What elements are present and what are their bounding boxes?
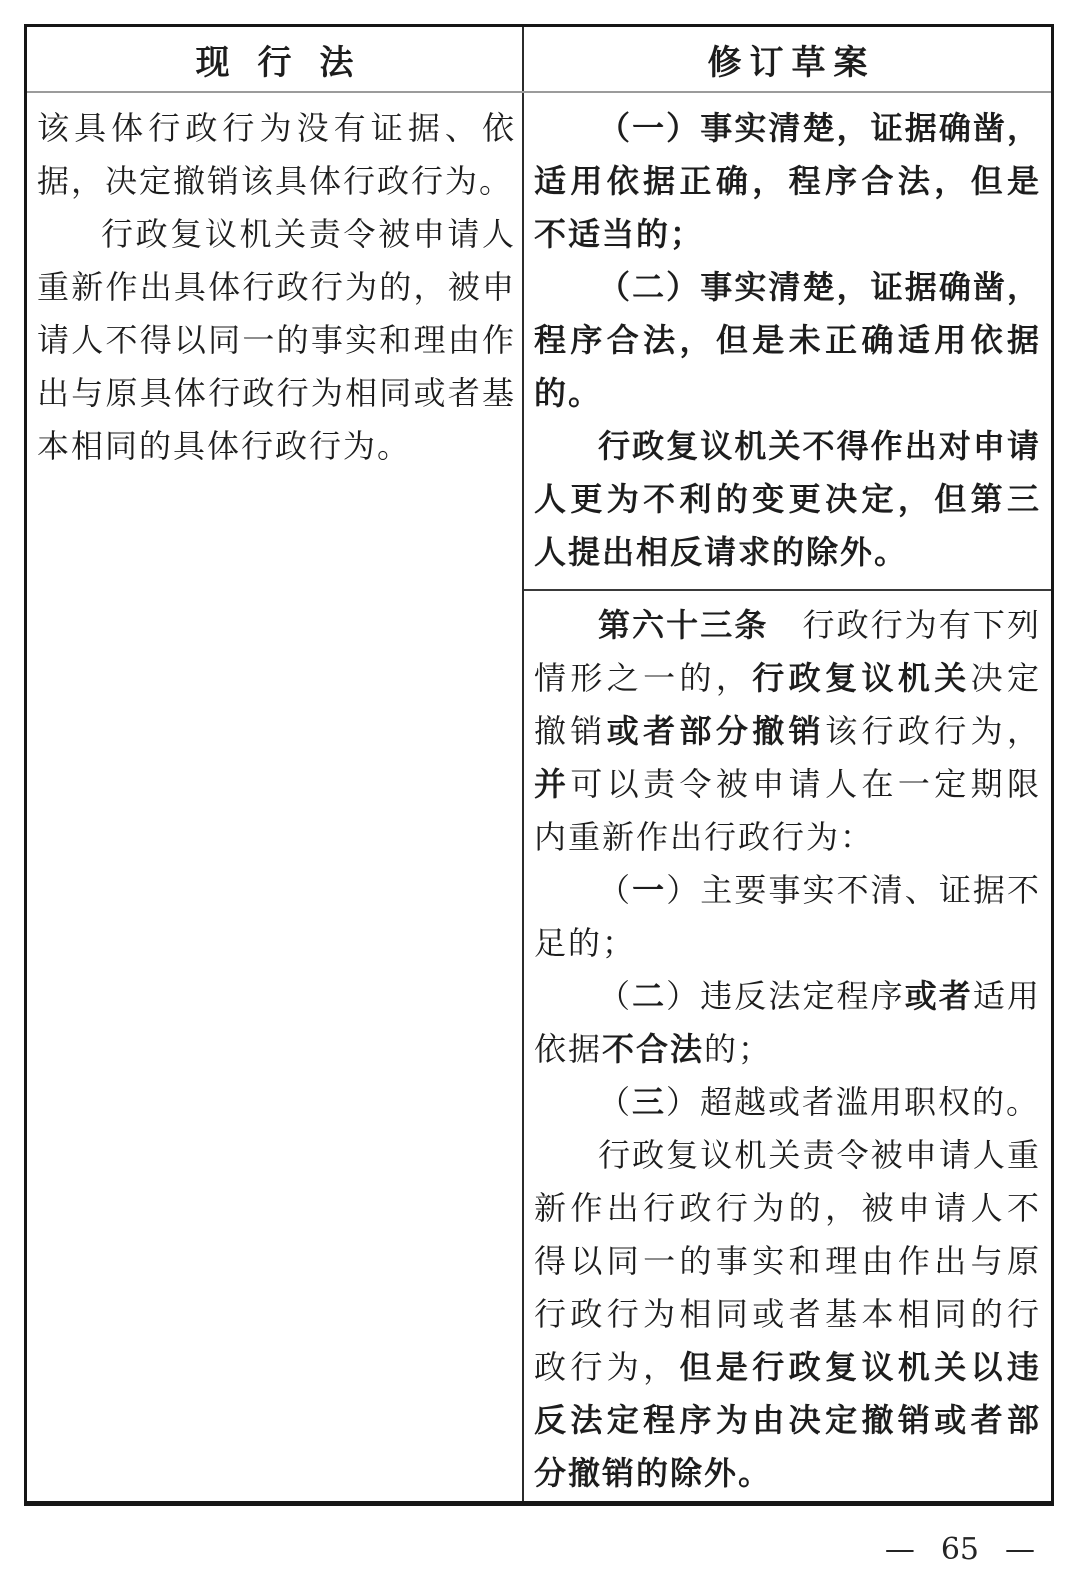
text-run-bold: 并 [534,765,571,803]
paragraph [534,599,1041,864]
page-number-dash: — [1005,1532,1035,1567]
text-run: ）主要事实不清、证据不足的； [534,871,1041,962]
paragraph: （一）事实清楚，证据确凿，适用依据正确，程序合法，但是不适当的； [534,109,1041,253]
text-run: ）违反法定程序 [666,977,905,1015]
item-number-text: 一 [632,871,667,909]
text-run-bold: 不合法 [602,1030,705,1068]
paragraph [534,970,1041,1076]
draft-clause-63-cell [524,591,1051,1501]
page-number-dash: — [884,1532,915,1567]
paragraph [534,864,1041,970]
text-run-bold: 但是行政复议机关以违反法定程序为由决定撤销或者部分撤销的除外。 [534,1348,1041,1492]
text-run: （ [598,1083,633,1121]
table-body-row [27,93,1051,1501]
revision-draft-column [524,93,1051,1501]
draft-clause-top-cell [524,93,1051,591]
text-run-bold: 或者 [904,977,973,1015]
text-run: 该行政行为， [825,712,1041,750]
item-number-text: 三 [632,1083,667,1121]
current-law-cell [27,93,524,1501]
page-number [885,1532,1035,1567]
text-run: 适用依据 [534,977,1041,1068]
text-run: 行政复议机关责令被申请人重新作出行政行为的，被申请人不得以同一的事实和理由作出与原行政行为相同或者基本相同的行政行为， [534,1136,1041,1386]
text-run: ）超越或者滥用职权的。 [666,1083,1041,1121]
paragraph: 行政复议机关责令被申请人重新作出具体行政行为的，被申请人不得以同一的事实和理由作出与原具体行政行为相同或者基本相同的具体行政行为。 [37,215,516,465]
page-number-value: 65 [940,1532,979,1567]
paragraph: 行政复议机关不得作出对申请人更为不利的变更决定，但第三人提出相反请求的除外。 [534,427,1041,571]
item-number-text: 二 [632,977,667,1015]
paragraph: 该具体行政行为没有证据、依据，决定撤销该具体行政行为。 [37,109,516,200]
text-run: 的； [704,1030,773,1068]
table-header-row [27,27,1051,93]
law-comparison-table [24,24,1054,1506]
header-cell-current-law: 现 行 法 [27,27,524,91]
text-run-bold: 行政复议机关 [752,659,971,697]
text-run: 可以责令被申请人在一定期限内重新作出行政行为： [534,765,1041,856]
text-run: 决定撤销 [534,659,1041,750]
text-run: 行政行为有下列情形之一的， [534,606,1041,697]
header-cell-revision-draft: 修订草案 [707,42,876,83]
paragraph: （二）事实清楚，证据确凿，程序合法，但是未正确适用依据的。 [534,268,1041,412]
text-run: （ [598,871,633,909]
article-number-text: 第六十三条 [598,606,769,644]
text-run: （ [598,977,633,1015]
paragraph [534,1076,1041,1129]
paragraph [534,1129,1041,1500]
text-run-bold: 或者部分撤销 [606,712,826,750]
